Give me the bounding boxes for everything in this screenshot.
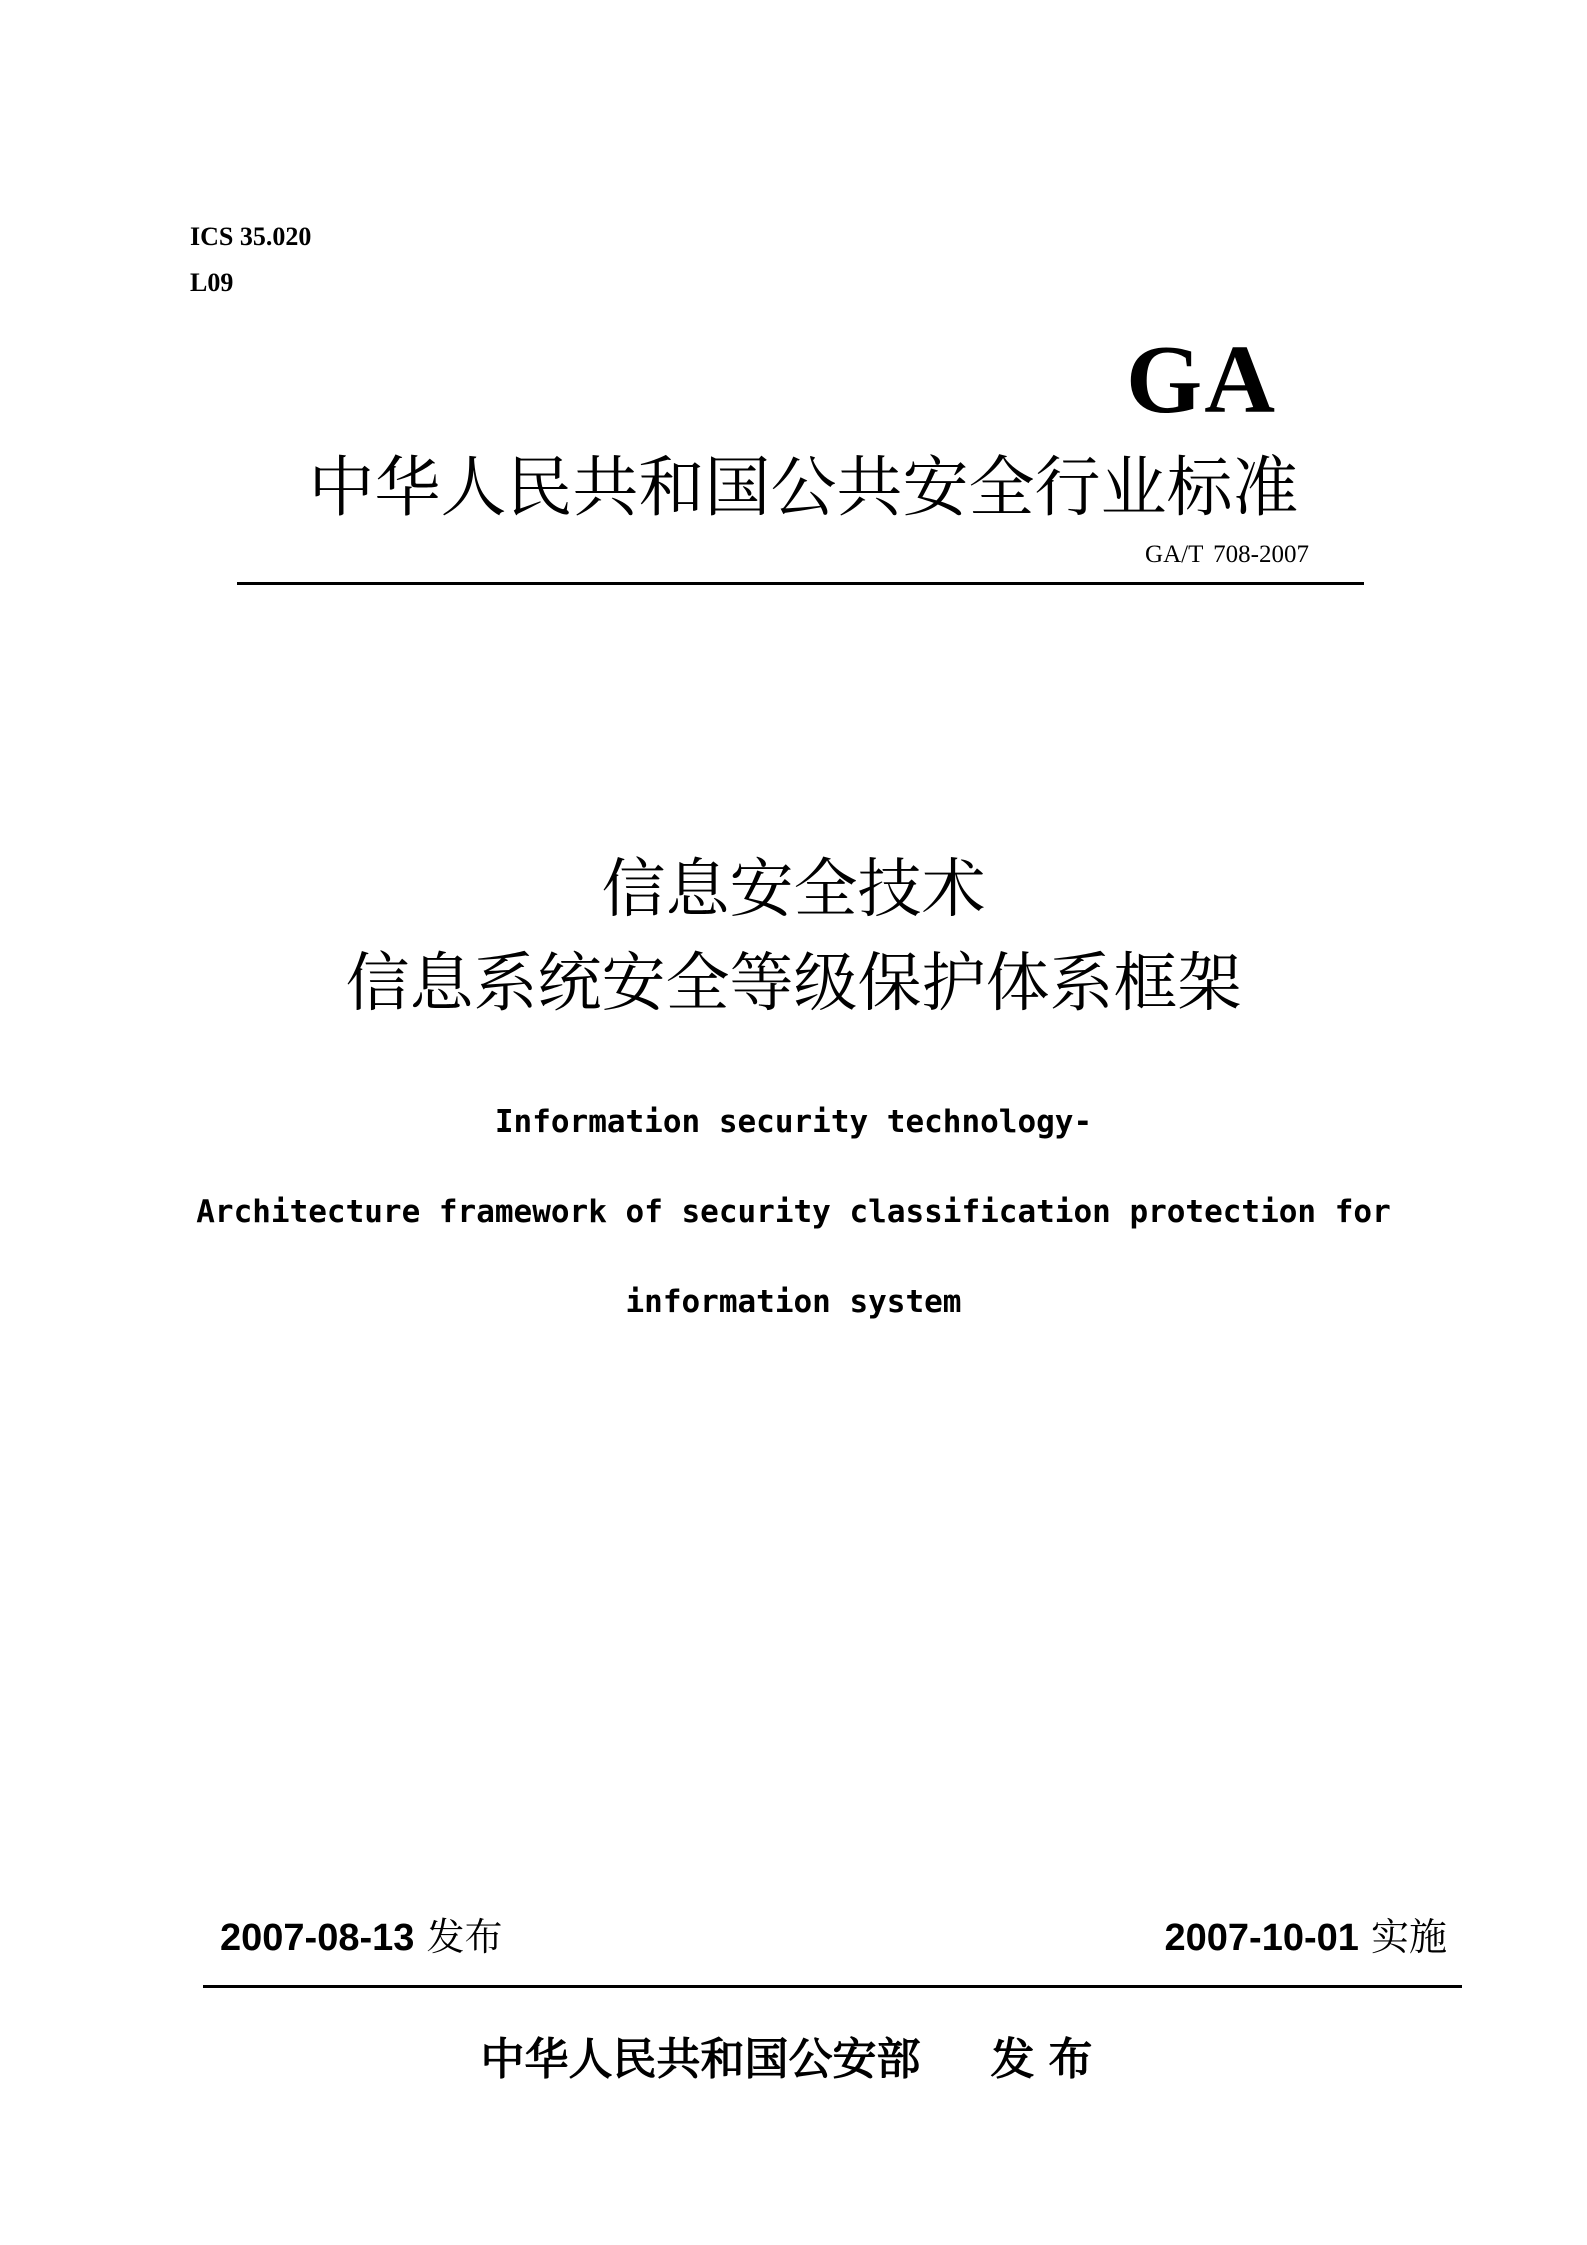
issue-date-label: 发布 [426, 1915, 503, 1959]
implementation-date [1165, 1913, 1448, 1962]
publish-action: 发布 [990, 2034, 1107, 2085]
en-title-line-3: information system [625, 1284, 962, 1320]
top-divider [237, 582, 1364, 585]
bottom-divider [203, 1985, 1462, 1988]
cn-title-line-1: 信息安全技术 [601, 853, 986, 927]
publisher-name: 中华人民共和国公安部 [480, 2034, 921, 2085]
en-title-line-2: Architecture framework of security classification protection for [196, 1194, 1391, 1230]
ics-code: ICS 35.020 [190, 222, 312, 251]
publisher-line [0, 2032, 1587, 2088]
cn-title-line-2: 信息系统安全等级保护体系框架 [345, 947, 1242, 1021]
implementation-date-value: 2007-10-01 [1164, 1917, 1359, 1959]
ga-logo: GA [1126, 326, 1277, 434]
standard-number: GA/T 708-2007 [1145, 541, 1309, 568]
issue-date [220, 1913, 503, 1962]
implementation-date-label: 实施 [1370, 1915, 1447, 1959]
issue-date-value: 2007-08-13 [220, 1917, 415, 1959]
standard-org-title: 中华人民共和国公共安全行业标准 [308, 449, 1299, 526]
ccs-code: L09 [190, 268, 234, 297]
en-title-line-1: Information security technology- [494, 1104, 1093, 1140]
